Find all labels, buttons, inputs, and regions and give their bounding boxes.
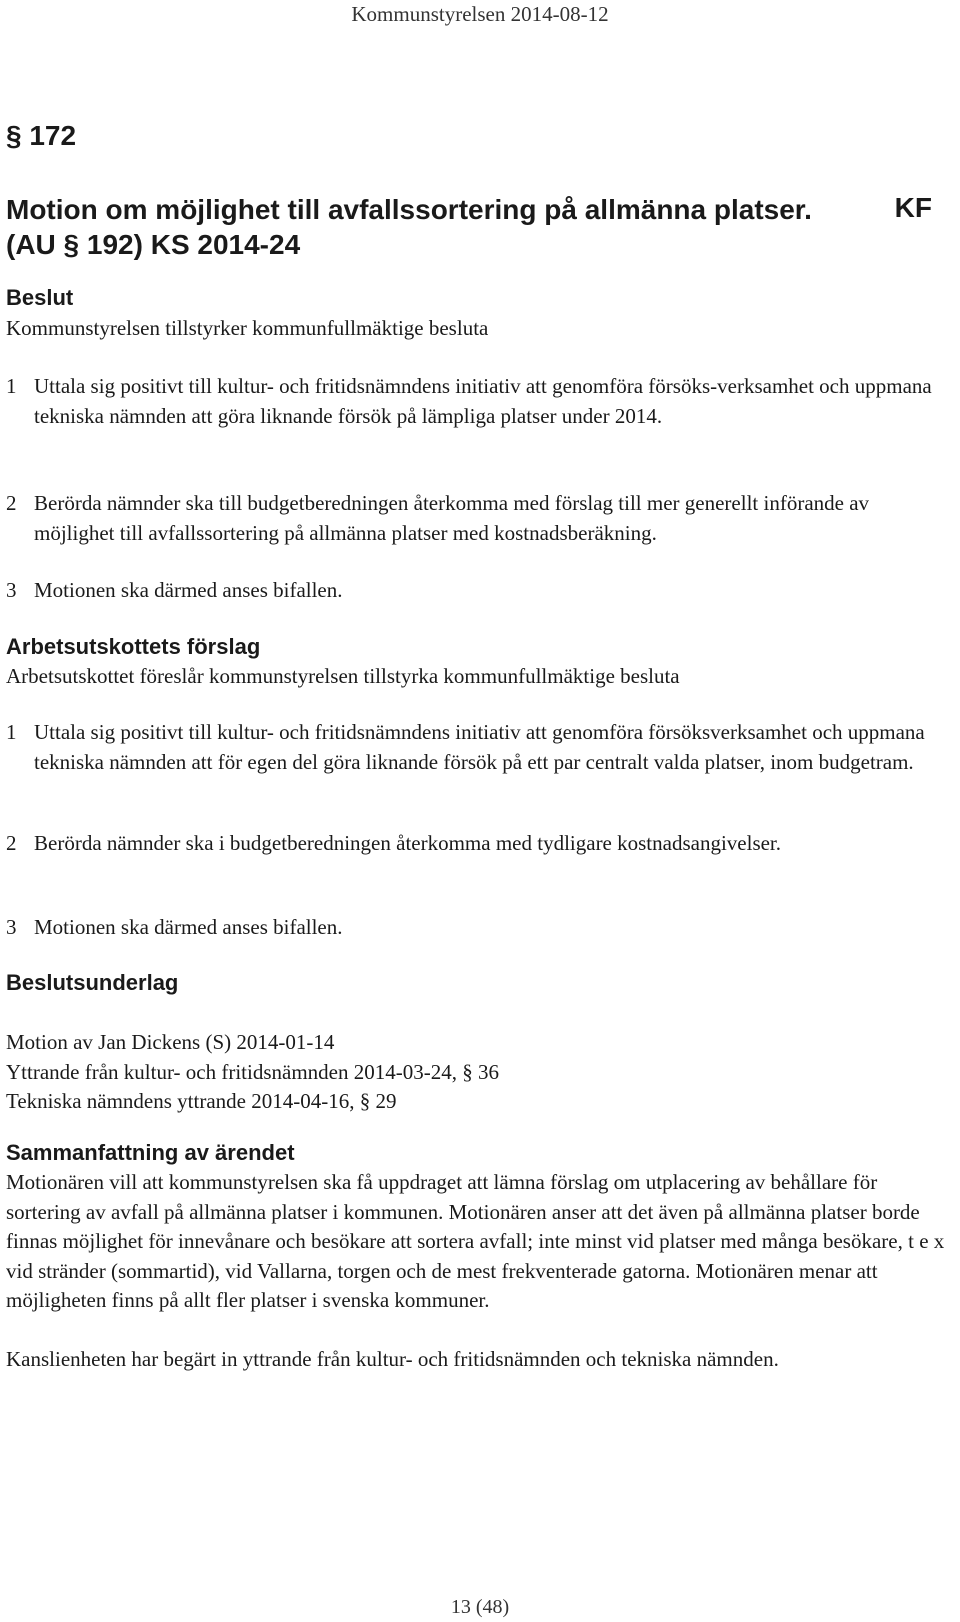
section-number: § 172 bbox=[6, 120, 77, 151]
kf-label: KF bbox=[894, 192, 932, 223]
page-number: 13 (48) bbox=[450, 1596, 510, 1618]
beslut-item-3 bbox=[6, 576, 951, 606]
item-text: Berörda nämnder ska till budgetberedningen återkomma med förslag till mer generellt införande av möjlighet till avfallssortering på allmänna platser med kostnadsberäkning. bbox=[34, 491, 870, 545]
arbetsutskott-item-1 bbox=[6, 718, 951, 777]
item-number: 2 bbox=[6, 831, 17, 855]
beslutsunderlag-line: Yttrande från kultur- och fritidsnämnden 2014-03-24, § 36 bbox=[6, 1060, 499, 1084]
beslutsunderlag-line: Motion av Jan Dickens (S) 2014-01-14 bbox=[6, 1030, 335, 1054]
item-text: Motionen ska därmed anses bifallen. bbox=[34, 915, 343, 939]
arbetsutskott-item-2 bbox=[6, 829, 951, 859]
item-text: Uttala sig positivt till kultur- och fritidsnämndens initiativ att genomföra försöksverksamhet och uppmana tekniska nämnden att för egen del göra liknande försök på ett par centralt valda platser, inom budgetram. bbox=[34, 720, 925, 774]
arbetsutskott-intro: Arbetsutskottet föreslår kommunstyrelsen tillstyrka kommunfullmäktige besluta bbox=[6, 664, 680, 688]
sammanfattning-paragraph: Motionären vill att kommunstyrelsen ska få uppdraget att lämna förslag om utplacering av behållare för sortering av avfall på allmänna platser i kommunen. Motionären anser att det även på allmänna platser borde finnas möjlighet för innevånare och besökare att sortera avfall; inte minst vid platser med många besökare, t e x vid stränder (sommartid), vid Vallarna, torgen och de mest frekventerade gatorna. Motionären menar att möjligheten finns på allt fler platser i svenska kommuner. bbox=[6, 1170, 945, 1312]
sammanfattning-heading: Sammanfattning av ärendet bbox=[6, 1140, 295, 1165]
beslutsunderlag-heading: Beslutsunderlag bbox=[6, 970, 179, 995]
sammanfattning-paragraph: Kanslienheten har begärt in yttrande från kultur- och fritidsnämnden och tekniska nämnden. bbox=[6, 1347, 779, 1371]
item-number: 3 bbox=[6, 915, 17, 939]
beslut-item-1 bbox=[6, 372, 951, 431]
arbetsutskott-heading: Arbetsutskottets förslag bbox=[6, 634, 261, 659]
item-number: 3 bbox=[6, 578, 17, 602]
page-title: Motion om möjlighet till avfallssortering på allmänna platser. (AU § 192) KS 2014-24 bbox=[6, 194, 812, 260]
beslut-item-2 bbox=[6, 489, 951, 548]
arbetsutskott-item-3 bbox=[6, 913, 951, 943]
beslut-heading: Beslut bbox=[6, 285, 74, 310]
item-number: 2 bbox=[6, 491, 17, 515]
item-number: 1 bbox=[6, 374, 17, 398]
running-header: Kommunstyrelsen 2014-08-12 bbox=[351, 2, 609, 26]
item-text: Berörda nämnder ska i budgetberedningen återkomma med tydligare kostnadsangivelser. bbox=[34, 831, 782, 855]
item-number: 1 bbox=[6, 720, 17, 744]
beslut-intro: Kommunstyrelsen tillstyrker kommunfullmäktige besluta bbox=[6, 316, 489, 340]
item-text: Uttala sig positivt till kultur- och fritidsnämndens initiativ att genomföra försöks-verksamhet och uppmana tekniska nämnden att göra liknande försök på lämpliga platser under 2014. bbox=[34, 374, 932, 428]
item-text: Motionen ska därmed anses bifallen. bbox=[34, 578, 343, 602]
beslutsunderlag-line: Tekniska nämndens yttrande 2014-04-16, § 29 bbox=[6, 1089, 397, 1113]
